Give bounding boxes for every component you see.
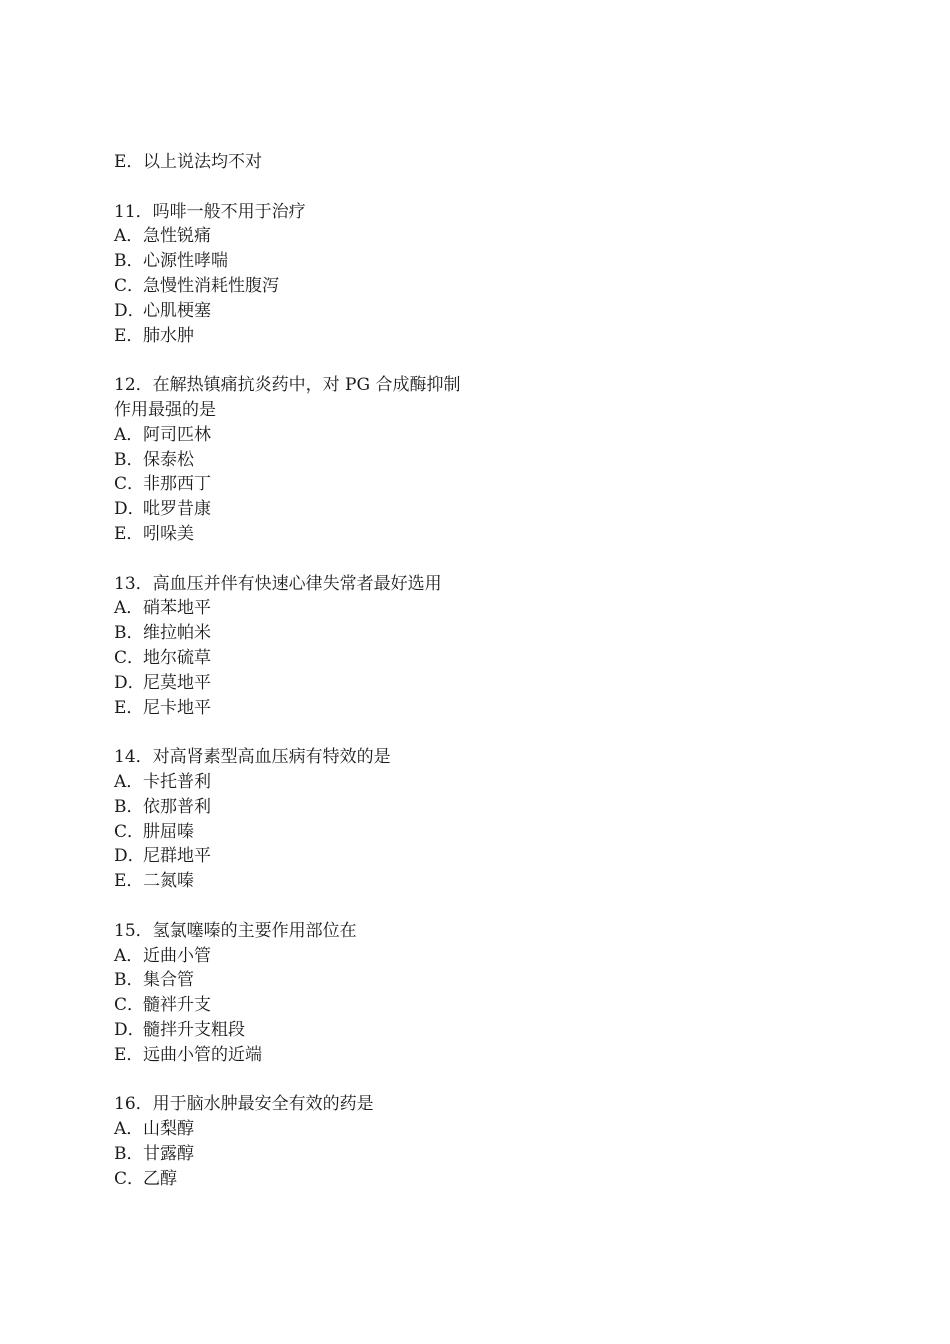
question-spacer — [114, 1067, 514, 1092]
answer-option — [114, 1142, 514, 1167]
option-text: 心肌梗塞 — [143, 300, 211, 321]
option-text: 髓袢升支 — [143, 995, 211, 1016]
option-text: 阿司匹林 — [143, 424, 211, 445]
option-text: 二氮嗪 — [143, 871, 194, 892]
exam-page — [114, 150, 514, 1191]
option-letter: D． — [114, 300, 145, 321]
option-text: 非那西丁 — [143, 474, 211, 495]
answer-option — [114, 646, 514, 671]
option-letter: A． — [114, 424, 144, 445]
answer-option — [114, 1117, 514, 1142]
option-letter: D． — [114, 499, 145, 520]
question-block — [114, 373, 514, 547]
option-letter: E． — [114, 871, 144, 892]
option-text: 集合管 — [143, 970, 194, 991]
option-letter: A． — [114, 1119, 144, 1140]
option-letter: B． — [114, 1143, 144, 1164]
option-text: 急慢性消耗性腹泻 — [143, 275, 279, 296]
answer-option — [114, 324, 514, 349]
answer-option — [114, 696, 514, 721]
option-text: 保泰松 — [143, 449, 194, 470]
option-text: 甘露醇 — [143, 1143, 194, 1164]
option-letter: C． — [114, 821, 145, 842]
question-stem: 14．对高肾素型高血压病有特效的是 — [114, 747, 391, 768]
option-text: 近曲小管 — [143, 945, 211, 966]
option-text: 卡托普利 — [143, 771, 211, 792]
option-letter: E． — [114, 523, 144, 544]
answer-option — [114, 1018, 514, 1043]
option-letter: E． — [114, 1044, 144, 1065]
answer-option — [114, 770, 514, 795]
question-list — [114, 175, 514, 1192]
option-letter: A． — [114, 598, 144, 619]
question-block — [114, 200, 514, 349]
answer-option — [114, 1043, 514, 1068]
option-letter: A． — [114, 771, 144, 792]
question-stem: 11．吗啡一般不用于治疗 — [114, 201, 306, 222]
leading-option — [114, 150, 514, 175]
option-letter: D． — [114, 846, 145, 867]
option-text: 以上说法均不对 — [143, 152, 262, 172]
option-text: 肺水肿 — [143, 325, 194, 346]
option-letter: A． — [114, 226, 144, 247]
option-text: 肼屈嗪 — [143, 821, 194, 842]
answer-option — [114, 497, 514, 522]
option-letter: C． — [114, 995, 145, 1016]
option-text: 尼卡地平 — [143, 697, 211, 718]
option-letter: D． — [114, 1019, 145, 1040]
answer-option — [114, 795, 514, 820]
option-text: 急性锐痛 — [143, 226, 211, 247]
answer-option — [114, 968, 514, 993]
option-letter: C． — [114, 1168, 145, 1189]
option-letter: B． — [114, 970, 144, 991]
question-spacer — [114, 894, 514, 919]
option-letter: B． — [114, 449, 144, 470]
answer-option — [114, 522, 514, 547]
option-letter: E． — [114, 152, 144, 172]
question-stem: 16．用于脑水肿最安全有效的药是 — [114, 1094, 374, 1115]
answer-option — [114, 621, 514, 646]
question-spacer — [114, 720, 514, 745]
option-letter: A． — [114, 945, 144, 966]
option-letter: C． — [114, 647, 145, 668]
answer-option — [114, 448, 514, 473]
option-letter: D． — [114, 672, 145, 693]
answer-option — [114, 423, 514, 448]
option-letter: B． — [114, 623, 144, 644]
option-text: 远曲小管的近端 — [143, 1044, 262, 1065]
answer-option — [114, 472, 514, 497]
option-text: 乙醇 — [143, 1168, 177, 1189]
answer-option — [114, 1167, 514, 1192]
question-stem: 12．在解热镇痛抗炎药中，对 PG 合成酶抑制 — [114, 375, 461, 396]
answer-option — [114, 944, 514, 969]
option-letter: B． — [114, 796, 144, 817]
answer-option — [114, 274, 514, 299]
answer-option — [114, 249, 514, 274]
option-text: 吡罗昔康 — [143, 499, 211, 520]
option-letter: E． — [114, 697, 144, 718]
answer-option — [114, 596, 514, 621]
answer-option — [114, 299, 514, 324]
option-letter: B． — [114, 251, 144, 272]
question-block — [114, 572, 514, 721]
question-block — [114, 919, 514, 1068]
question-block — [114, 745, 514, 894]
option-text: 依那普利 — [143, 796, 211, 817]
question-spacer — [114, 547, 514, 572]
question-block — [114, 1092, 514, 1191]
option-text: 硝苯地平 — [143, 598, 211, 619]
question-stem: 15．氢氯噻嗪的主要作用部位在 — [114, 920, 357, 941]
option-letter: E． — [114, 325, 144, 346]
option-text: 尼莫地平 — [143, 672, 211, 693]
option-text: 髓拌升支粗段 — [143, 1019, 245, 1040]
option-text: 山梨醇 — [143, 1119, 194, 1140]
answer-option — [114, 844, 514, 869]
answer-option — [114, 993, 514, 1018]
answer-option — [114, 224, 514, 249]
option-text: 地尔硫草 — [143, 647, 211, 668]
answer-option — [114, 671, 514, 696]
answer-option — [114, 820, 514, 845]
question-stem: 13．高血压并伴有快速心律失常者最好选用 — [114, 573, 442, 594]
option-text: 维拉帕米 — [143, 623, 211, 644]
question-spacer — [114, 348, 514, 373]
option-letter: C． — [114, 474, 145, 495]
option-text: 吲哚美 — [143, 523, 194, 544]
option-text: 心源性哮喘 — [143, 251, 228, 272]
question-spacer — [114, 175, 514, 200]
answer-option — [114, 869, 514, 894]
question-stem: 作用最强的是 — [114, 399, 216, 420]
option-letter: C． — [114, 275, 145, 296]
option-text: 尼群地平 — [143, 846, 211, 867]
